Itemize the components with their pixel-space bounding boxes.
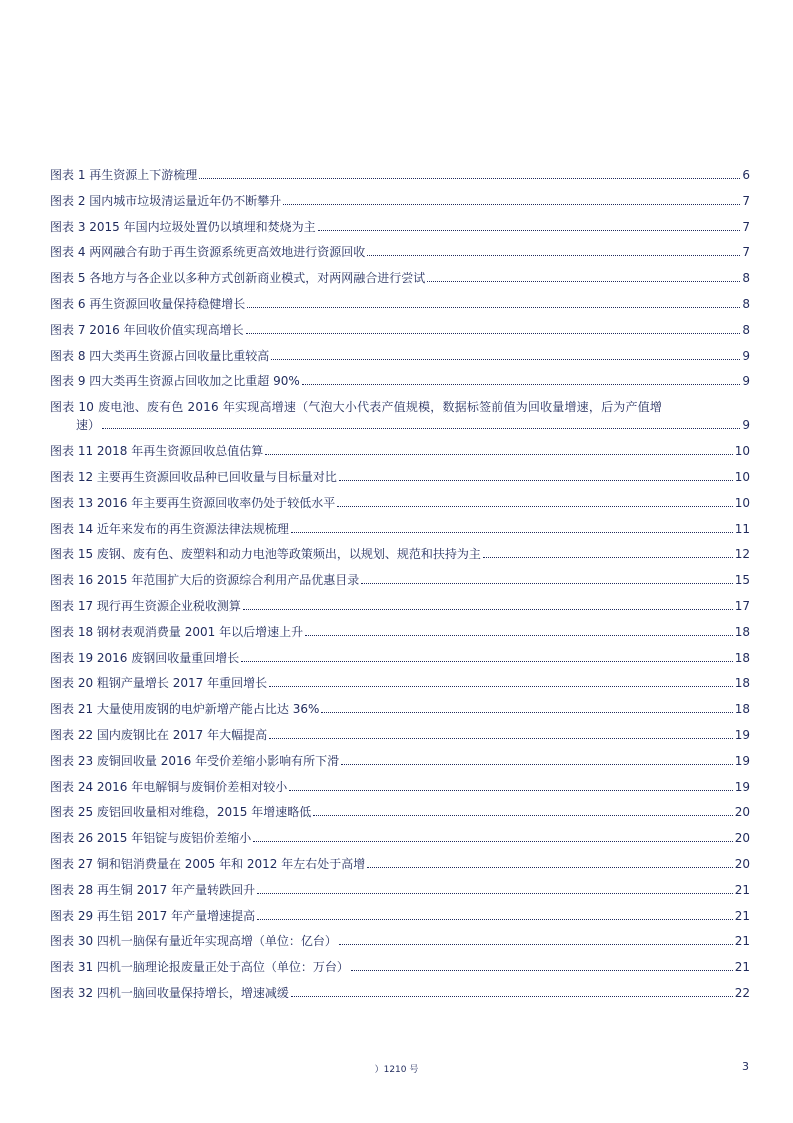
toc-entry-label: 图表 17 现行再生资源企业税收测算 <box>50 598 241 613</box>
toc-entry-page: 8 <box>742 296 750 311</box>
toc-entry[interactable] <box>50 724 750 750</box>
dot-leader <box>361 583 732 584</box>
toc-entry[interactable] <box>50 267 750 293</box>
toc-entry-label: 图表 27 铜和铝消费量在 2005 年和 2012 年左右处于高增 <box>50 856 366 871</box>
toc-entry-page: 17 <box>734 598 750 613</box>
dot-leader <box>271 359 740 360</box>
toc-entry[interactable] <box>50 370 750 396</box>
toc-entry-page: 19 <box>734 727 750 742</box>
dot-leader <box>246 333 741 334</box>
toc-entry-page: 7 <box>742 245 750 260</box>
dot-leader <box>291 996 733 997</box>
dot-leader <box>265 454 732 455</box>
footer-report-number: ）1210 号 <box>374 1065 419 1075</box>
toc-entry-page: 21 <box>734 960 750 975</box>
dot-leader <box>247 307 740 308</box>
toc-entry[interactable] <box>50 164 750 190</box>
toc-entry[interactable] <box>50 801 750 827</box>
toc-entry-label: 图表 18 钢材表观消费量 2001 年以后增速上升 <box>50 624 304 639</box>
toc-entry-page: 21 <box>734 934 750 949</box>
dot-leader <box>269 686 733 687</box>
toc-entry[interactable] <box>50 905 750 931</box>
dot-leader <box>199 178 740 179</box>
toc-entry-label: 图表 24 2016 年电解铜与废铜价差相对较小 <box>50 779 288 794</box>
toc-entry-page: 10 <box>734 444 750 459</box>
dot-leader <box>341 764 733 765</box>
toc-entry-label: 图表 11 2018 年再生资源回收总值估算 <box>50 444 264 459</box>
toc-entry-page: 6 <box>742 168 750 182</box>
dot-leader <box>241 661 732 662</box>
toc-entry-label-line2: 速） <box>76 418 101 433</box>
toc-entry[interactable] <box>50 982 750 1008</box>
footer-page-number: 3 <box>742 1060 749 1073</box>
toc-entry[interactable] <box>50 518 750 544</box>
toc-entry[interactable] <box>50 190 750 216</box>
toc-entry[interactable] <box>50 672 750 698</box>
toc-entry-label: 图表 1 再生资源上下游梳理 <box>50 168 198 182</box>
toc-entry-label: 图表 20 粗钢产量增长 2017 年重回增长 <box>50 676 268 691</box>
toc-entry[interactable] <box>50 853 750 879</box>
dot-leader <box>339 944 733 945</box>
dot-leader <box>427 281 740 282</box>
dot-leader <box>321 712 732 713</box>
toc-entry[interactable] <box>50 440 750 466</box>
toc-entry-page: 19 <box>734 779 750 794</box>
toc-entry[interactable] <box>50 466 750 492</box>
toc-entry-label: 图表 28 再生铜 2017 年产量转跌回升 <box>50 882 256 897</box>
toc-entry-label: 图表 23 废铜回收量 2016 年受价差缩小影响有所下滑 <box>50 753 340 768</box>
dot-leader <box>289 790 732 791</box>
toc-entry-label: 图表 21 大量使用废钢的电炉新增产能占比达 36% <box>50 702 320 717</box>
toc-entry-page: 11 <box>734 521 750 536</box>
toc-entry[interactable] <box>50 216 750 242</box>
toc-entry-label: 图表 12 主要再生资源回收品种已回收量与目标量对比 <box>50 469 337 484</box>
toc-entry[interactable] <box>50 595 750 621</box>
toc-entry-label: 图表 3 2015 年国内垃圾处置仍以填埋和焚烧为主 <box>50 219 316 234</box>
toc-entry-page: 19 <box>734 753 750 768</box>
toc-entry[interactable] <box>50 396 750 440</box>
dot-leader <box>257 919 733 920</box>
toc-entry-label: 图表 29 再生铝 2017 年产量增速提高 <box>50 908 256 923</box>
toc-entry-page: 9 <box>742 348 750 363</box>
toc-entry-page: 22 <box>734 985 750 1000</box>
toc-entry-page: 8 <box>742 322 750 337</box>
toc-entry-page: 9 <box>742 374 750 389</box>
toc-entry[interactable] <box>50 492 750 518</box>
dot-leader <box>257 893 733 894</box>
toc-entry[interactable] <box>50 569 750 595</box>
toc-entry-label: 图表 31 四机一脑理论报废量正处于高位（单位：万台） <box>50 960 349 975</box>
toc-entry[interactable] <box>50 956 750 982</box>
toc-entry-label: 图表 19 2016 废钢回收量重回增长 <box>50 650 240 665</box>
dot-leader <box>253 841 732 842</box>
toc-entry-page: 8 <box>742 271 750 286</box>
toc-entry-page: 20 <box>734 856 750 871</box>
dot-leader <box>102 428 740 429</box>
toc-entry-page: 7 <box>742 219 750 234</box>
toc-entry-label: 图表 13 2016 年主要再生资源回收率仍处于较低水平 <box>50 495 336 510</box>
toc-entry-label: 图表 6 再生资源回收量保持稳健增长 <box>50 296 246 311</box>
dot-leader <box>313 815 732 816</box>
toc-entry[interactable] <box>50 750 750 776</box>
toc-entry[interactable] <box>50 345 750 371</box>
toc-entry-page: 9 <box>742 418 750 433</box>
toc-entry[interactable] <box>50 241 750 267</box>
toc-entry-page: 18 <box>734 624 750 639</box>
toc-entry-label: 图表 14 近年来发布的再生资源法律法规梳理 <box>50 521 289 536</box>
toc-entry[interactable] <box>50 319 750 345</box>
toc-entry-label: 图表 7 2016 年回收价值实现高增长 <box>50 322 244 337</box>
toc-entry[interactable] <box>50 293 750 319</box>
toc-entry-page: 21 <box>734 908 750 923</box>
toc-entry-page: 18 <box>734 650 750 665</box>
dot-leader <box>302 384 741 385</box>
toc-entry-label: 图表 25 废铝回收量相对维稳，2015 年增速略低 <box>50 805 312 820</box>
toc-entry-label: 图表 8 四大类再生资源占回收量比重较高 <box>50 348 270 363</box>
toc-entry-label: 图表 30 四机一脑保有量近年实现高增（单位：亿台） <box>50 934 337 949</box>
dot-leader <box>318 230 741 231</box>
toc-entry-label: 图表 26 2015 年铝锭与废铝价差缩小 <box>50 831 252 846</box>
dot-leader <box>337 506 732 507</box>
toc-entry-label: 图表 5 各地方与各企业以多种方式创新商业模式，对两网融合进行尝试 <box>50 271 426 286</box>
dot-leader <box>243 609 733 610</box>
toc-entry-page: 10 <box>734 495 750 510</box>
dot-leader <box>283 204 740 205</box>
toc-entry-page: 20 <box>734 831 750 846</box>
toc-entry-label: 图表 22 国内废钢比在 2017 年大幅提高 <box>50 727 268 742</box>
toc-entry[interactable] <box>50 698 750 724</box>
toc-entry-page: 21 <box>734 882 750 897</box>
toc-entry[interactable] <box>50 776 750 802</box>
toc-entry[interactable] <box>50 879 750 905</box>
dot-leader <box>305 635 733 636</box>
toc-entry-label-line1: 图表 10 废电池、废有色 2016 年实现高增速（气泡大小代表产值规模，数据标签前值为回收量增速，后为产值增 <box>50 400 663 415</box>
toc-entry-label: 图表 32 四机一脑回收量保持增长，增速减缓 <box>50 985 289 1000</box>
toc-entry-page: 15 <box>734 573 750 588</box>
dot-leader <box>367 255 740 256</box>
toc-entry-page: 18 <box>734 676 750 691</box>
toc-entry-page: 18 <box>734 702 750 717</box>
toc-entry-page: 10 <box>734 469 750 484</box>
toc-entry-page: 7 <box>742 193 750 208</box>
toc-entry-page: 20 <box>734 805 750 820</box>
dot-leader <box>367 867 732 868</box>
dot-leader <box>339 480 733 481</box>
table-of-figures <box>50 164 750 1008</box>
dot-leader <box>351 970 733 971</box>
toc-entry[interactable] <box>50 647 750 673</box>
toc-entry-label: 图表 16 2015 年范围扩大后的资源综合利用产品优惠目录 <box>50 573 360 588</box>
toc-entry-label: 图表 15 废钢、废有色、废塑料和动力电池等政策频出，以规划、规范和扶持为主 <box>50 547 481 562</box>
toc-entry-label: 图表 9 四大类再生资源占回收加之比重超 90% <box>50 374 300 389</box>
dot-leader <box>483 557 733 558</box>
dot-leader <box>269 738 733 739</box>
toc-entry[interactable] <box>50 930 750 956</box>
toc-entry[interactable] <box>50 621 750 647</box>
toc-entry-label: 图表 2 国内城市垃圾清运量近年仍不断攀升 <box>50 193 282 208</box>
toc-entry[interactable] <box>50 827 750 853</box>
toc-entry[interactable] <box>50 543 750 569</box>
dot-leader <box>291 532 733 533</box>
toc-entry-page: 12 <box>734 547 750 562</box>
toc-entry-label: 图表 4 两网融合有助于再生资源系统更高效地进行资源回收 <box>50 245 366 260</box>
